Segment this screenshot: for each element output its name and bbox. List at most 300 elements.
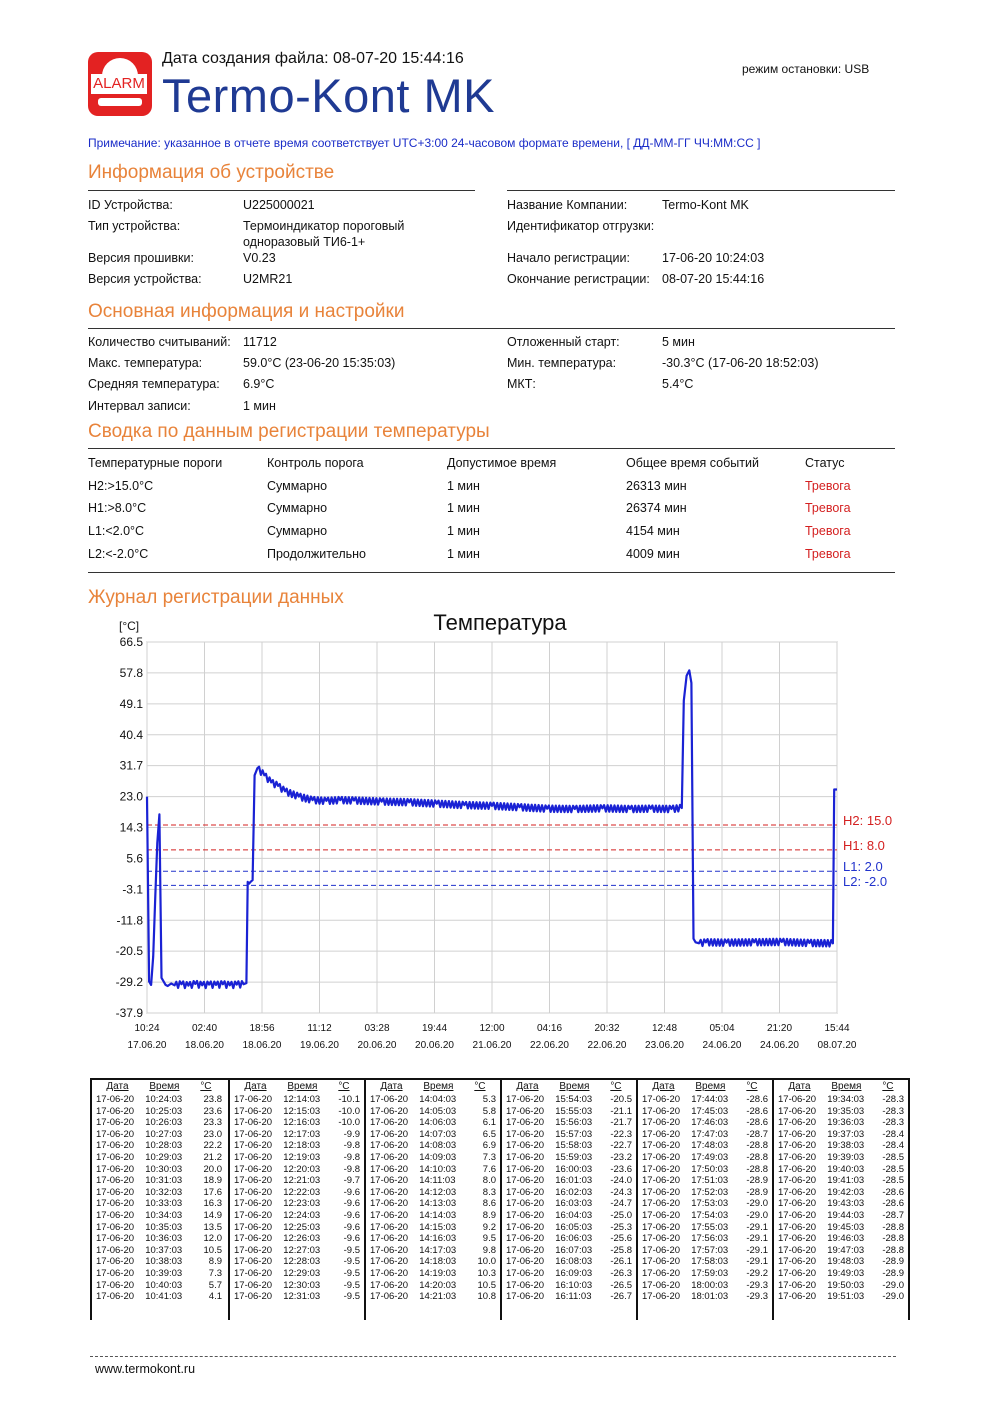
log-cell: -28.6: [746, 1094, 768, 1105]
brand-title: Termo-Kont MK: [162, 69, 495, 122]
log-cell: 14:06:03: [419, 1117, 457, 1129]
log-cell: 19:39:03: [827, 1151, 865, 1163]
log-cell: 19:38:03: [827, 1140, 865, 1152]
log-column: [500, 1080, 636, 1320]
log-row: [230, 1187, 364, 1199]
log-row: [230, 1222, 364, 1234]
log-row: [638, 1187, 772, 1199]
settings-field-label: Средняя температура:: [88, 377, 220, 391]
log-cell: 17-06-20: [370, 1279, 409, 1291]
device-field-value: одноразовый ТИ6-1+: [243, 235, 366, 249]
temperature-chart: [0, 600, 1000, 1060]
log-cell: 17-06-20: [370, 1094, 409, 1105]
log-cell: -28.6: [882, 1186, 904, 1198]
x-tick-date: 24.06.20: [702, 1040, 742, 1051]
summary-header: Статус: [805, 456, 845, 470]
device-field-value: U2MR21: [243, 272, 293, 286]
log-cell: 22.2: [203, 1140, 222, 1152]
log-row: [366, 1268, 500, 1280]
log-cell: 18:00:03: [691, 1279, 729, 1291]
log-cell: 19:42:03: [827, 1186, 865, 1198]
log-cell: 12:17:03: [283, 1128, 321, 1140]
settings-field-label: Количество считываний:: [88, 335, 231, 349]
log-row: [366, 1175, 500, 1187]
y-tick-label: -37.9: [115, 1006, 143, 1020]
log-cell: 16:06:03: [555, 1233, 593, 1245]
x-tick-time: 03:28: [364, 1023, 390, 1034]
log-cell: 17-06-20: [234, 1267, 273, 1279]
status-alarm: Тревога: [805, 501, 851, 515]
summary-cell: 1 мин: [447, 547, 480, 561]
status-alarm: Тревога: [805, 547, 851, 561]
y-tick-label: -20.5: [115, 944, 143, 959]
footer-url[interactable]: www.termokont.ru: [95, 1362, 196, 1376]
summary-cell: Продолжительно: [267, 547, 367, 561]
log-cell: 17-06-20: [778, 1163, 817, 1175]
log-cell: 17-06-20: [234, 1209, 273, 1221]
log-row: [230, 1129, 364, 1141]
log-cell: -9.6: [343, 1198, 360, 1210]
summary-cell: Суммарно: [267, 501, 328, 515]
log-row: [638, 1256, 772, 1268]
log-row: [92, 1245, 226, 1257]
log-row: [502, 1187, 636, 1199]
log-cell: 17-06-20: [234, 1128, 273, 1140]
log-cell: 14:09:03: [419, 1151, 457, 1163]
log-row: [774, 1152, 908, 1164]
log-cell: 17-06-20: [778, 1186, 817, 1198]
log-cell: 17-06-20: [506, 1105, 545, 1117]
log-row: [366, 1280, 500, 1292]
log-row: [92, 1222, 226, 1234]
log-row: [502, 1106, 636, 1118]
log-header: [774, 1080, 908, 1094]
log-row: [638, 1152, 772, 1164]
device-section-title: Информация об устройстве: [88, 162, 335, 183]
log-header-cell: Дата: [106, 1081, 129, 1092]
log-cell: 17-06-20: [642, 1094, 681, 1105]
log-row: [638, 1291, 772, 1303]
log-cell: -28.5: [882, 1163, 904, 1175]
log-cell: 19:34:03: [827, 1094, 865, 1105]
log-row: [638, 1094, 772, 1106]
log-cell: 17-06-20: [778, 1291, 817, 1303]
log-cell: 17-06-20: [96, 1221, 135, 1233]
log-cell: 18.9: [203, 1175, 222, 1187]
log-cell: -29.1: [746, 1221, 768, 1233]
log-cell: 17:44:03: [691, 1094, 729, 1105]
log-cell: 23.3: [203, 1117, 222, 1129]
log-cell: 17-06-20: [778, 1198, 817, 1210]
settings-field-value: 5 мин: [662, 335, 695, 349]
log-cell: 17-06-20: [96, 1209, 135, 1221]
log-cell: 16.3: [203, 1198, 222, 1210]
log-cell: 14:10:03: [419, 1163, 457, 1175]
log-cell: 12:31:03: [283, 1291, 321, 1303]
log-header-cell: Время: [149, 1081, 180, 1092]
log-cell: -9.5: [343, 1267, 360, 1279]
stop-mode: режим остановки: USB: [742, 62, 870, 76]
log-cell: 10:33:03: [145, 1198, 183, 1210]
device-field-value: 17-06-20 10:24:03: [662, 251, 765, 265]
log-cell: 10.5: [203, 1244, 222, 1256]
log-cell: 8.3: [482, 1186, 496, 1198]
log-cell: 12:30:03: [283, 1279, 321, 1291]
log-row: [774, 1268, 908, 1280]
log-cell: 14:12:03: [419, 1186, 457, 1198]
log-cell: 17-06-20: [96, 1151, 135, 1163]
log-cell: -29.0: [746, 1198, 768, 1210]
log-cell: 10:40:03: [145, 1279, 183, 1291]
log-row: [366, 1094, 500, 1106]
log-cell: -9.5: [343, 1244, 360, 1256]
log-row: [638, 1198, 772, 1210]
log-cell: 23.0: [203, 1128, 222, 1140]
log-column: [364, 1080, 500, 1320]
summary-cell: 4009 мин: [626, 547, 680, 561]
log-row: [230, 1210, 364, 1222]
log-cell: -9.7: [343, 1175, 360, 1187]
log-cell: -29.0: [882, 1291, 904, 1303]
log-row: [366, 1117, 500, 1129]
log-row: [92, 1268, 226, 1280]
log-row: [230, 1280, 364, 1292]
status-alarm: Тревога: [805, 524, 851, 538]
x-tick-date: 08.07.20: [817, 1040, 857, 1051]
log-header-cell: Дата: [788, 1081, 811, 1092]
log-cell: -28.4: [882, 1128, 904, 1140]
y-tick-label: -29.2: [115, 975, 143, 990]
log-cell: 7.3: [208, 1267, 222, 1279]
log-row: [774, 1245, 908, 1257]
y-tick-label: 5.6: [126, 851, 143, 866]
y-tick-label: -3.1: [122, 882, 143, 897]
x-tick-time: 12:48: [651, 1023, 678, 1034]
log-cell: 17-06-20: [506, 1117, 545, 1129]
log-cell: 13.5: [203, 1221, 222, 1233]
log-cell: 20.0: [203, 1163, 222, 1175]
x-tick-date: 23.06.20: [645, 1040, 684, 1051]
log-cell: -24.7: [610, 1198, 632, 1210]
log-cell: 17-06-20: [96, 1105, 135, 1117]
log-row: [366, 1152, 500, 1164]
log-cell: 6.9: [482, 1140, 496, 1152]
settings-field-value: 5.4°C: [662, 377, 694, 391]
log-cell: 16:02:03: [555, 1186, 593, 1198]
log-cell: 17-06-20: [234, 1198, 273, 1210]
chart-title: Температура: [433, 610, 567, 635]
log-row: [366, 1140, 500, 1152]
log-cell: -28.8: [882, 1244, 904, 1256]
log-row: [502, 1268, 636, 1280]
y-tick-label: 23.0: [119, 789, 143, 804]
x-tick-time: 10:24: [134, 1023, 160, 1034]
log-cell: 16:10:03: [555, 1279, 593, 1291]
log-cell: 17-06-20: [506, 1244, 545, 1256]
summary-section-title: Сводка по данным регистрации температуры: [88, 421, 490, 442]
log-cell: 17-06-20: [642, 1140, 681, 1152]
log-row: [638, 1140, 772, 1152]
y-tick-label: 49.1: [119, 696, 143, 711]
log-cell: 17-06-20: [234, 1094, 273, 1105]
log-cell: 14:19:03: [419, 1267, 457, 1279]
log-cell: 19:35:03: [827, 1105, 865, 1117]
log-row: [502, 1198, 636, 1210]
log-cell: -10.0: [338, 1117, 360, 1129]
log-cell: 17-06-20: [642, 1163, 681, 1175]
log-cell: 17-06-20: [370, 1105, 409, 1117]
log-row: [638, 1280, 772, 1292]
log-row: [366, 1291, 500, 1303]
log-cell: -26.7: [610, 1291, 632, 1303]
log-row: [638, 1245, 772, 1257]
log-cell: 17:50:03: [691, 1163, 729, 1175]
log-row: [366, 1222, 500, 1234]
log-row: [230, 1094, 364, 1106]
log-cell: 17-06-20: [234, 1279, 273, 1291]
log-cell: -29.0: [746, 1209, 768, 1221]
log-row: [502, 1094, 636, 1106]
log-cell: 17:55:03: [691, 1221, 729, 1233]
log-cell: 14:04:03: [419, 1094, 457, 1105]
log-cell: 17:53:03: [691, 1198, 729, 1210]
x-tick-time: 21:20: [766, 1023, 793, 1034]
device-field-value: U225000021: [243, 198, 315, 212]
log-cell: -28.6: [746, 1105, 768, 1117]
log-cell: 17-06-20: [370, 1175, 409, 1187]
log-cell: 17-06-20: [642, 1186, 681, 1198]
log-cell: 17:47:03: [691, 1128, 729, 1140]
log-cell: -9.5: [343, 1256, 360, 1268]
log-cell: 17-06-20: [96, 1244, 135, 1256]
log-cell: -28.6: [746, 1117, 768, 1129]
device-field-label: Версия прошивки:: [88, 251, 194, 265]
log-cell: -29.1: [746, 1233, 768, 1245]
log-row: [92, 1210, 226, 1222]
log-cell: 10:28:03: [145, 1140, 183, 1152]
log-cell: 6.5: [482, 1128, 496, 1140]
log-cell: 17-06-20: [506, 1267, 545, 1279]
log-row: [92, 1291, 226, 1303]
x-tick-date: 17.06.20: [127, 1040, 167, 1051]
log-cell: 17:56:03: [691, 1233, 729, 1245]
log-row: [92, 1106, 226, 1118]
log-row: [92, 1140, 226, 1152]
x-tick-date: 19.06.20: [300, 1040, 339, 1051]
data-log-table: [90, 1078, 910, 1320]
log-cell: 15:55:03: [555, 1105, 593, 1117]
log-cell: 17-06-20: [778, 1117, 817, 1129]
log-cell: 10:35:03: [145, 1221, 183, 1233]
device-field-label: ID Устройства:: [88, 198, 173, 212]
log-cell: 17-06-20: [96, 1128, 135, 1140]
log-cell: -24.3: [610, 1186, 632, 1198]
log-row: [774, 1187, 908, 1199]
log-cell: -9.6: [343, 1221, 360, 1233]
log-cell: 17-06-20: [506, 1163, 545, 1175]
log-cell: -9.8: [343, 1151, 360, 1163]
log-cell: -21.1: [610, 1105, 632, 1117]
log-header: [366, 1080, 500, 1094]
log-row: [638, 1268, 772, 1280]
log-cell: 16:08:03: [555, 1256, 593, 1268]
log-cell: 17-06-20: [96, 1198, 135, 1210]
log-header-cell: °C: [882, 1081, 894, 1092]
log-cell: 23.6: [203, 1105, 222, 1117]
log-cell: 17-06-20: [642, 1151, 681, 1163]
x-tick-date: 18.06.20: [185, 1040, 224, 1051]
log-row: [774, 1256, 908, 1268]
log-cell: 17-06-20: [778, 1267, 817, 1279]
log-cell: -26.5: [610, 1279, 632, 1291]
device-field-label: Идентификатор отгрузки:: [507, 219, 655, 233]
device-field-label: Версия устройства:: [88, 272, 202, 286]
x-tick-time: 02:40: [191, 1023, 218, 1034]
log-cell: -20.5: [610, 1094, 632, 1105]
log-cell: -9.6: [343, 1186, 360, 1198]
log-header-cell: Время: [287, 1081, 318, 1092]
log-cell: -29.3: [746, 1279, 768, 1291]
log-cell: 17-06-20: [96, 1256, 135, 1268]
log-cell: 17-06-20: [778, 1128, 817, 1140]
log-row: [92, 1117, 226, 1129]
log-header-cell: Время: [831, 1081, 862, 1092]
log-cell: 17-06-20: [506, 1209, 545, 1221]
log-cell: -10.1: [338, 1094, 360, 1105]
log-row: [638, 1164, 772, 1176]
log-cell: 17:54:03: [691, 1209, 729, 1221]
log-cell: 10.3: [477, 1267, 496, 1279]
log-cell: 17-06-20: [506, 1221, 545, 1233]
x-tick-date: 20.06.20: [357, 1040, 397, 1051]
log-cell: -28.9: [746, 1175, 768, 1187]
log-cell: 14:13:03: [419, 1198, 457, 1210]
device-field-label: Окончание регистрации:: [507, 272, 650, 286]
log-cell: 17-06-20: [642, 1198, 681, 1210]
log-cell: 5.3: [482, 1094, 496, 1105]
log-cell: 17-06-20: [642, 1279, 681, 1291]
log-cell: 14:20:03: [419, 1279, 457, 1291]
log-row: [774, 1198, 908, 1210]
log-row: [230, 1106, 364, 1118]
log-cell: 12:19:03: [283, 1151, 321, 1163]
log-cell: 12:18:03: [283, 1140, 321, 1152]
log-cell: 16:07:03: [555, 1244, 593, 1256]
log-row: [230, 1233, 364, 1245]
x-tick-date: 18.06.20: [242, 1040, 282, 1051]
log-cell: 17-06-20: [96, 1291, 135, 1303]
log-cell: 10:31:03: [145, 1175, 183, 1187]
log-cell: 15:59:03: [555, 1151, 593, 1163]
log-cell: 17-06-20: [96, 1279, 135, 1291]
device-field-label: Название Компании:: [507, 198, 628, 212]
log-cell: -28.8: [882, 1221, 904, 1233]
log-row: [638, 1106, 772, 1118]
log-row: [774, 1117, 908, 1129]
summary-cell: Суммарно: [267, 479, 328, 493]
log-cell: -28.5: [882, 1175, 904, 1187]
log-cell: 17-06-20: [778, 1140, 817, 1152]
log-row: [230, 1117, 364, 1129]
log-cell: 17-06-20: [778, 1233, 817, 1245]
summary-header: Контроль порога: [267, 456, 364, 470]
log-cell: 12:23:03: [283, 1198, 321, 1210]
log-row: [92, 1256, 226, 1268]
log-row: [230, 1175, 364, 1187]
log-header-cell: °C: [610, 1081, 622, 1092]
log-cell: 17-06-20: [506, 1198, 545, 1210]
device-field-label: Начало регистрации:: [507, 251, 630, 265]
log-row: [774, 1175, 908, 1187]
log-row: [92, 1187, 226, 1199]
log-cell: 17-06-20: [506, 1128, 545, 1140]
log-cell: -28.7: [882, 1209, 904, 1221]
log-row: [502, 1175, 636, 1187]
log-cell: 17-06-20: [370, 1163, 409, 1175]
journal-section-title: Журнал регистрации данных: [88, 587, 344, 608]
log-cell: 17-06-20: [96, 1094, 135, 1105]
log-cell: 21.2: [203, 1151, 222, 1163]
log-cell: -28.6: [882, 1198, 904, 1210]
log-cell: 19:50:03: [827, 1279, 865, 1291]
log-cell: 15:54:03: [555, 1094, 593, 1105]
log-cell: -9.5: [343, 1279, 360, 1291]
log-cell: 8.9: [208, 1256, 222, 1268]
log-cell: 17-06-20: [370, 1221, 409, 1233]
log-cell: 23.8: [203, 1094, 222, 1105]
log-row: [92, 1175, 226, 1187]
log-row: [502, 1233, 636, 1245]
log-cell: 17-06-20: [234, 1140, 273, 1152]
log-row: [638, 1210, 772, 1222]
alarm-logo: [88, 52, 152, 116]
log-cell: -24.0: [610, 1175, 632, 1187]
log-cell: 17-06-20: [778, 1256, 817, 1268]
log-cell: 14:21:03: [419, 1291, 457, 1303]
log-cell: 19:41:03: [827, 1175, 865, 1187]
log-cell: -28.9: [882, 1267, 904, 1279]
log-cell: 12:16:03: [283, 1117, 321, 1129]
log-cell: 17-06-20: [96, 1163, 135, 1175]
log-cell: 17:57:03: [691, 1244, 729, 1256]
log-cell: 17.6: [203, 1186, 222, 1198]
log-cell: 19:47:03: [827, 1244, 865, 1256]
settings-field-value: 11712: [243, 335, 277, 349]
log-cell: 19:48:03: [827, 1256, 865, 1268]
log-cell: 12:25:03: [283, 1221, 321, 1233]
log-row: [366, 1129, 500, 1141]
log-row: [638, 1222, 772, 1234]
log-cell: 17-06-20: [234, 1163, 273, 1175]
log-cell: 17-06-20: [370, 1291, 409, 1303]
log-row: [774, 1106, 908, 1118]
log-cell: 17-06-20: [96, 1186, 135, 1198]
log-row: [502, 1140, 636, 1152]
log-cell: 12.0: [203, 1233, 222, 1245]
log-cell: -29.0: [882, 1279, 904, 1291]
log-cell: 14:11:03: [419, 1175, 456, 1187]
log-cell: 8.9: [482, 1209, 496, 1221]
status-alarm: Тревога: [805, 479, 851, 493]
log-cell: 8.0: [482, 1175, 496, 1187]
log-cell: -23.2: [610, 1151, 632, 1163]
log-cell: -28.3: [882, 1094, 904, 1105]
log-cell: 17-06-20: [506, 1140, 545, 1152]
summary-cell: L2:<-2.0°C: [88, 547, 149, 561]
settings-field-label: Макс. температура:: [88, 356, 203, 370]
summary-header: Температурные пороги: [88, 456, 223, 470]
log-row: [774, 1222, 908, 1234]
